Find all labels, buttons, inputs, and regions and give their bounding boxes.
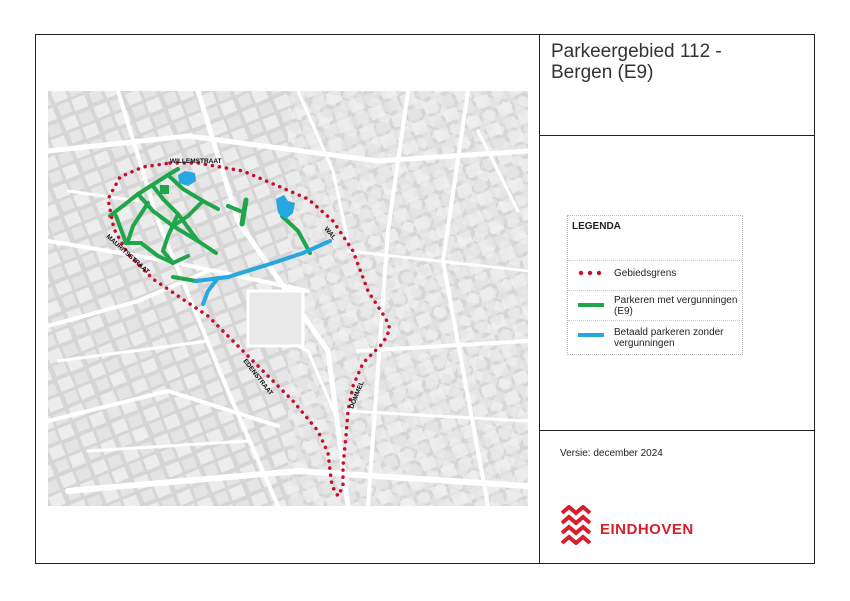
parking-area-map[interactable]: [48, 91, 528, 506]
red-dotted-line-icon: [578, 261, 604, 291]
title-panel: [540, 35, 814, 136]
legend-item-paid: [568, 320, 742, 354]
street-label-mauritsstraat: MAURITSSTRAAT: [104, 233, 151, 276]
legend-label-permit: Parkeren met vergunningen (E9): [614, 295, 738, 317]
green-line-icon: [578, 291, 604, 321]
legend-heading: LEGENDA: [572, 221, 621, 232]
map-title: Parkeergebied 112 - Bergen (E9): [551, 41, 722, 83]
blue-line-icon: [578, 321, 604, 351]
open-area: [248, 291, 303, 346]
footer-panel: [540, 431, 814, 563]
legend-panel: [540, 136, 814, 431]
legend: [567, 215, 743, 355]
map-panel: [36, 35, 540, 563]
map-sheet: [35, 34, 815, 564]
legend-item-permit: [568, 290, 742, 320]
legend-label-paid: Betaald parkeren zonder vergunningen: [614, 327, 724, 349]
legend-label-boundary: Gebiedsgrens: [614, 268, 677, 279]
street-label-dommel: DOMMEL: [348, 380, 366, 410]
eindhoven-wave-icon: [560, 505, 594, 545]
eindhoven-logo: [560, 501, 760, 551]
legend-item-boundary: [568, 260, 742, 290]
street-label-wal: WAL: [322, 225, 338, 242]
street-label-willemstraat: WILLEMSTRAAT: [170, 158, 222, 165]
brand-name: EINDHOVEN: [600, 521, 694, 538]
version-text: Versie: december 2024: [560, 448, 663, 459]
permit-parking-lot: [160, 185, 169, 194]
street-label-edenstraat: EDENSTRAAT: [241, 357, 274, 397]
